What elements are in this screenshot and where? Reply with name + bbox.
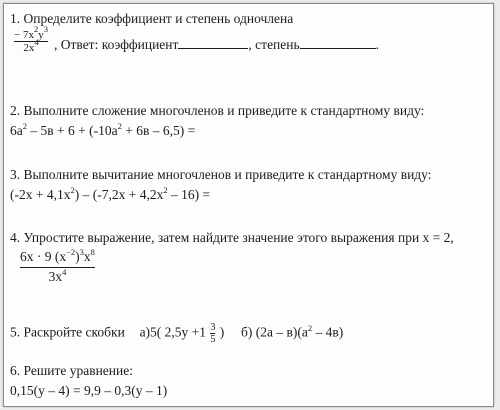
task6-heading: 6. Решите уравнение: bbox=[10, 363, 133, 378]
task6-equation: 0,15(у – 4) = 9,9 – 0,3(у – 1) bbox=[10, 383, 168, 398]
task1-frac-denominator: $2x^4$ bbox=[23, 37, 39, 54]
task5-mixed-fraction: $\frac{3}{5}$ bbox=[210, 322, 216, 345]
task2-heading: 2. Выполните сложение многочленов и приведите к стандартному виду: bbox=[10, 103, 425, 118]
task4-fraction bbox=[20, 248, 95, 287]
task3-heading: 3. Выполните вычитание многочленов и приведите к стандартному виду: bbox=[10, 167, 432, 182]
worksheet bbox=[3, 3, 494, 407]
task4-frac-denominator: $3x^4$ bbox=[48, 267, 67, 284]
coefficient-blank[interactable] bbox=[178, 36, 248, 49]
task2-expression: $6а^2 - 5в + 6 + (-10а^2 + 6в - 6,5)$ = bbox=[10, 121, 196, 138]
degree-blank[interactable] bbox=[300, 36, 376, 49]
task4-frac-numerator: 6x · 9 $(x^{-2})^3x^8$ bbox=[20, 247, 95, 264]
task1-answer-line: , Ответ: коэффициент , степень . bbox=[54, 37, 380, 52]
task5-line: 5. Раскройте скобки а)5( 2,5у +1 $\frac{3}{5}$ ) б) $(2а - в)(а^2 - 4в)$ bbox=[10, 322, 344, 345]
task1-frac-numerator: − $7x^2y^3$ bbox=[14, 24, 48, 41]
task1-fraction bbox=[14, 24, 48, 54]
task4-heading: 4. Упростите выражение, затем найдите значение этого выражения при х = 2, bbox=[10, 230, 454, 245]
task1-heading: 1. Определите коэффициент и степень одночлена bbox=[10, 11, 294, 26]
task3-expression: $(-2х + 4,1х^2) - (-7,2х + 4,2х^2 - 16)$ = bbox=[10, 185, 211, 202]
